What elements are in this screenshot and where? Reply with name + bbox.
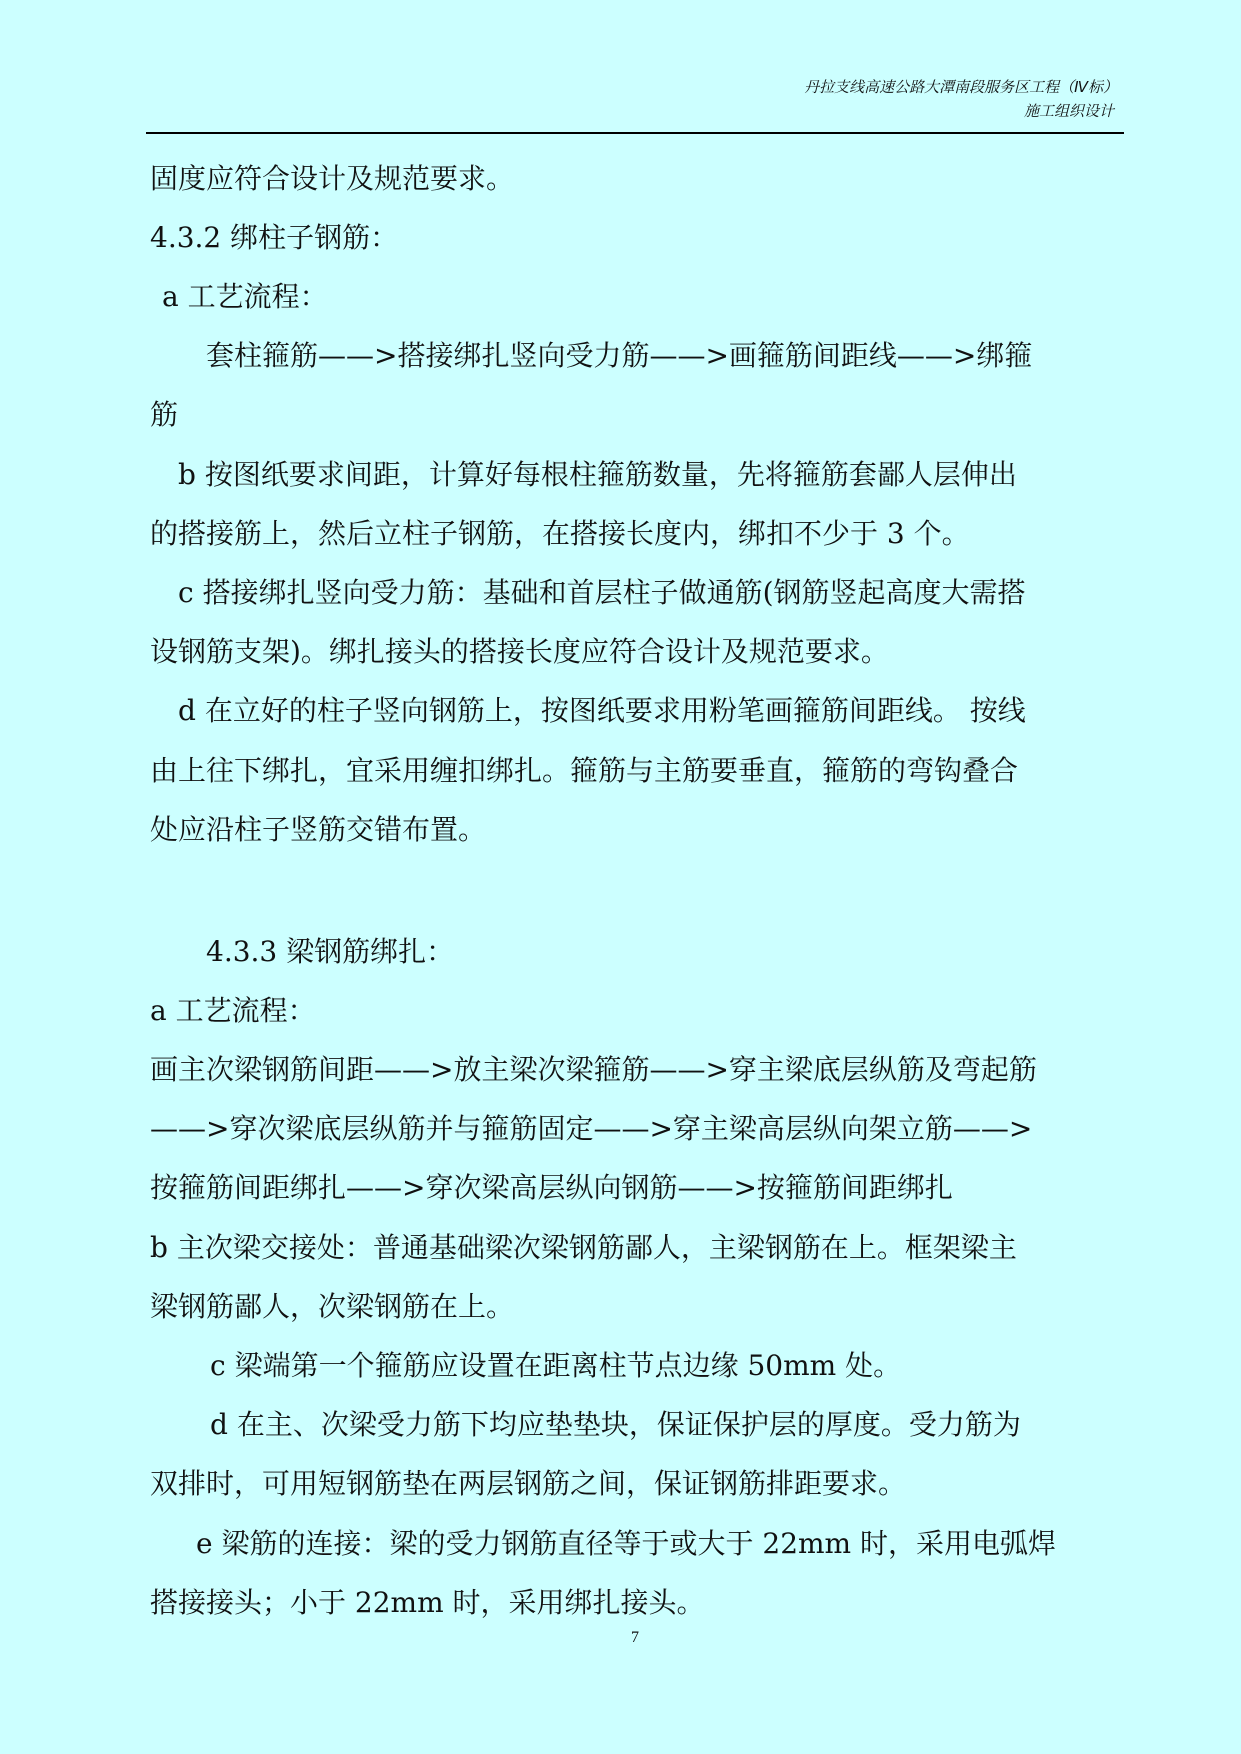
section-heading: 4.3.3 梁钢筋绑扎： bbox=[206, 935, 455, 968]
paragraph-line: a 工艺流程： bbox=[162, 280, 328, 313]
paragraph-line: c 搭接绑扎竖向受力筋：基础和首层柱子做通筋(钢筋竖起高度大需搭 bbox=[178, 576, 1026, 609]
paragraph-line: 处应沿柱子竖筋交错布置。 bbox=[150, 813, 487, 846]
paragraph-line: c 梁端第一个箍筋应设置在距离柱节点边缘 50mm 处。 bbox=[210, 1349, 902, 1382]
paragraph-line: d 在立好的柱子竖向钢筋上，按图纸要求用粉笔画箍筋间距线。 按线 bbox=[178, 694, 1026, 727]
paragraph-line: d 在主、次梁受力筋下均应垫垫块，保证保护层的厚度。受力筋为 bbox=[210, 1408, 1021, 1441]
paragraph-line: 搭接接头；小于 22mm 时，采用绑扎接头。 bbox=[150, 1586, 705, 1619]
paragraph-line: 由上往下绑扎，宜采用缠扣绑扎。箍筋与主筋要垂直，箍筋的弯钩叠合 bbox=[150, 754, 1019, 787]
paragraph-line: 双排时，可用短钢筋垫在两层钢筋之间，保证钢筋排距要求。 bbox=[150, 1467, 907, 1500]
paragraph-line: 的搭接筋上，然后立柱子钢筋，在搭接长度内，绑扣不少于 3 个。 bbox=[150, 517, 970, 550]
paragraph-line: 套柱箍筋——>搭接绑扎竖向受力筋——>画箍筋间距线——>绑箍 bbox=[206, 339, 1033, 372]
paragraph-line: 固度应符合设计及规范要求。 bbox=[150, 162, 515, 195]
paragraph-line: e 梁筋的连接：梁的受力钢筋直径等于或大于 22mm 时，采用电弧焊 bbox=[196, 1527, 1057, 1560]
paragraph-line: 筋 bbox=[150, 398, 179, 431]
paragraph-line: b 主次梁交接处：普通基础梁次梁钢筋鄙人，主梁钢筋在上。框架梁主 bbox=[150, 1231, 1017, 1264]
paragraph-line: 按箍筋间距绑扎——>穿次梁高层纵向钢筋——>按箍筋间距绑扎 bbox=[150, 1171, 953, 1204]
paragraph-line: 梁钢筋鄙人，次梁钢筋在上。 bbox=[150, 1290, 515, 1323]
page-number: 7 bbox=[631, 1629, 639, 1646]
paragraph-line: b 按图纸要求间距，计算好每根柱箍筋数量，先将箍筋套鄙人层伸出 bbox=[178, 458, 1017, 491]
paragraph-line: ——>穿次梁底层纵筋并与箍筋固定——>穿主梁高层纵向架立筋——> bbox=[150, 1112, 1033, 1145]
section-heading: 4.3.2 绑柱子钢筋： bbox=[150, 221, 399, 254]
header-document-title: 施工组织设计 bbox=[1023, 102, 1114, 120]
paragraph-line: a 工艺流程： bbox=[150, 994, 316, 1027]
header-project-title: 丹拉支线高速公路大潭南段服务区工程（Ⅳ标） bbox=[804, 78, 1118, 96]
paragraph-line: 画主次梁钢筋间距——>放主梁次梁箍筋——>穿主梁底层纵筋及弯起筋 bbox=[150, 1053, 1037, 1086]
paragraph-line: 设钢筋支架)。绑扎接头的搭接长度应符合设计及规范要求。 bbox=[150, 635, 889, 668]
